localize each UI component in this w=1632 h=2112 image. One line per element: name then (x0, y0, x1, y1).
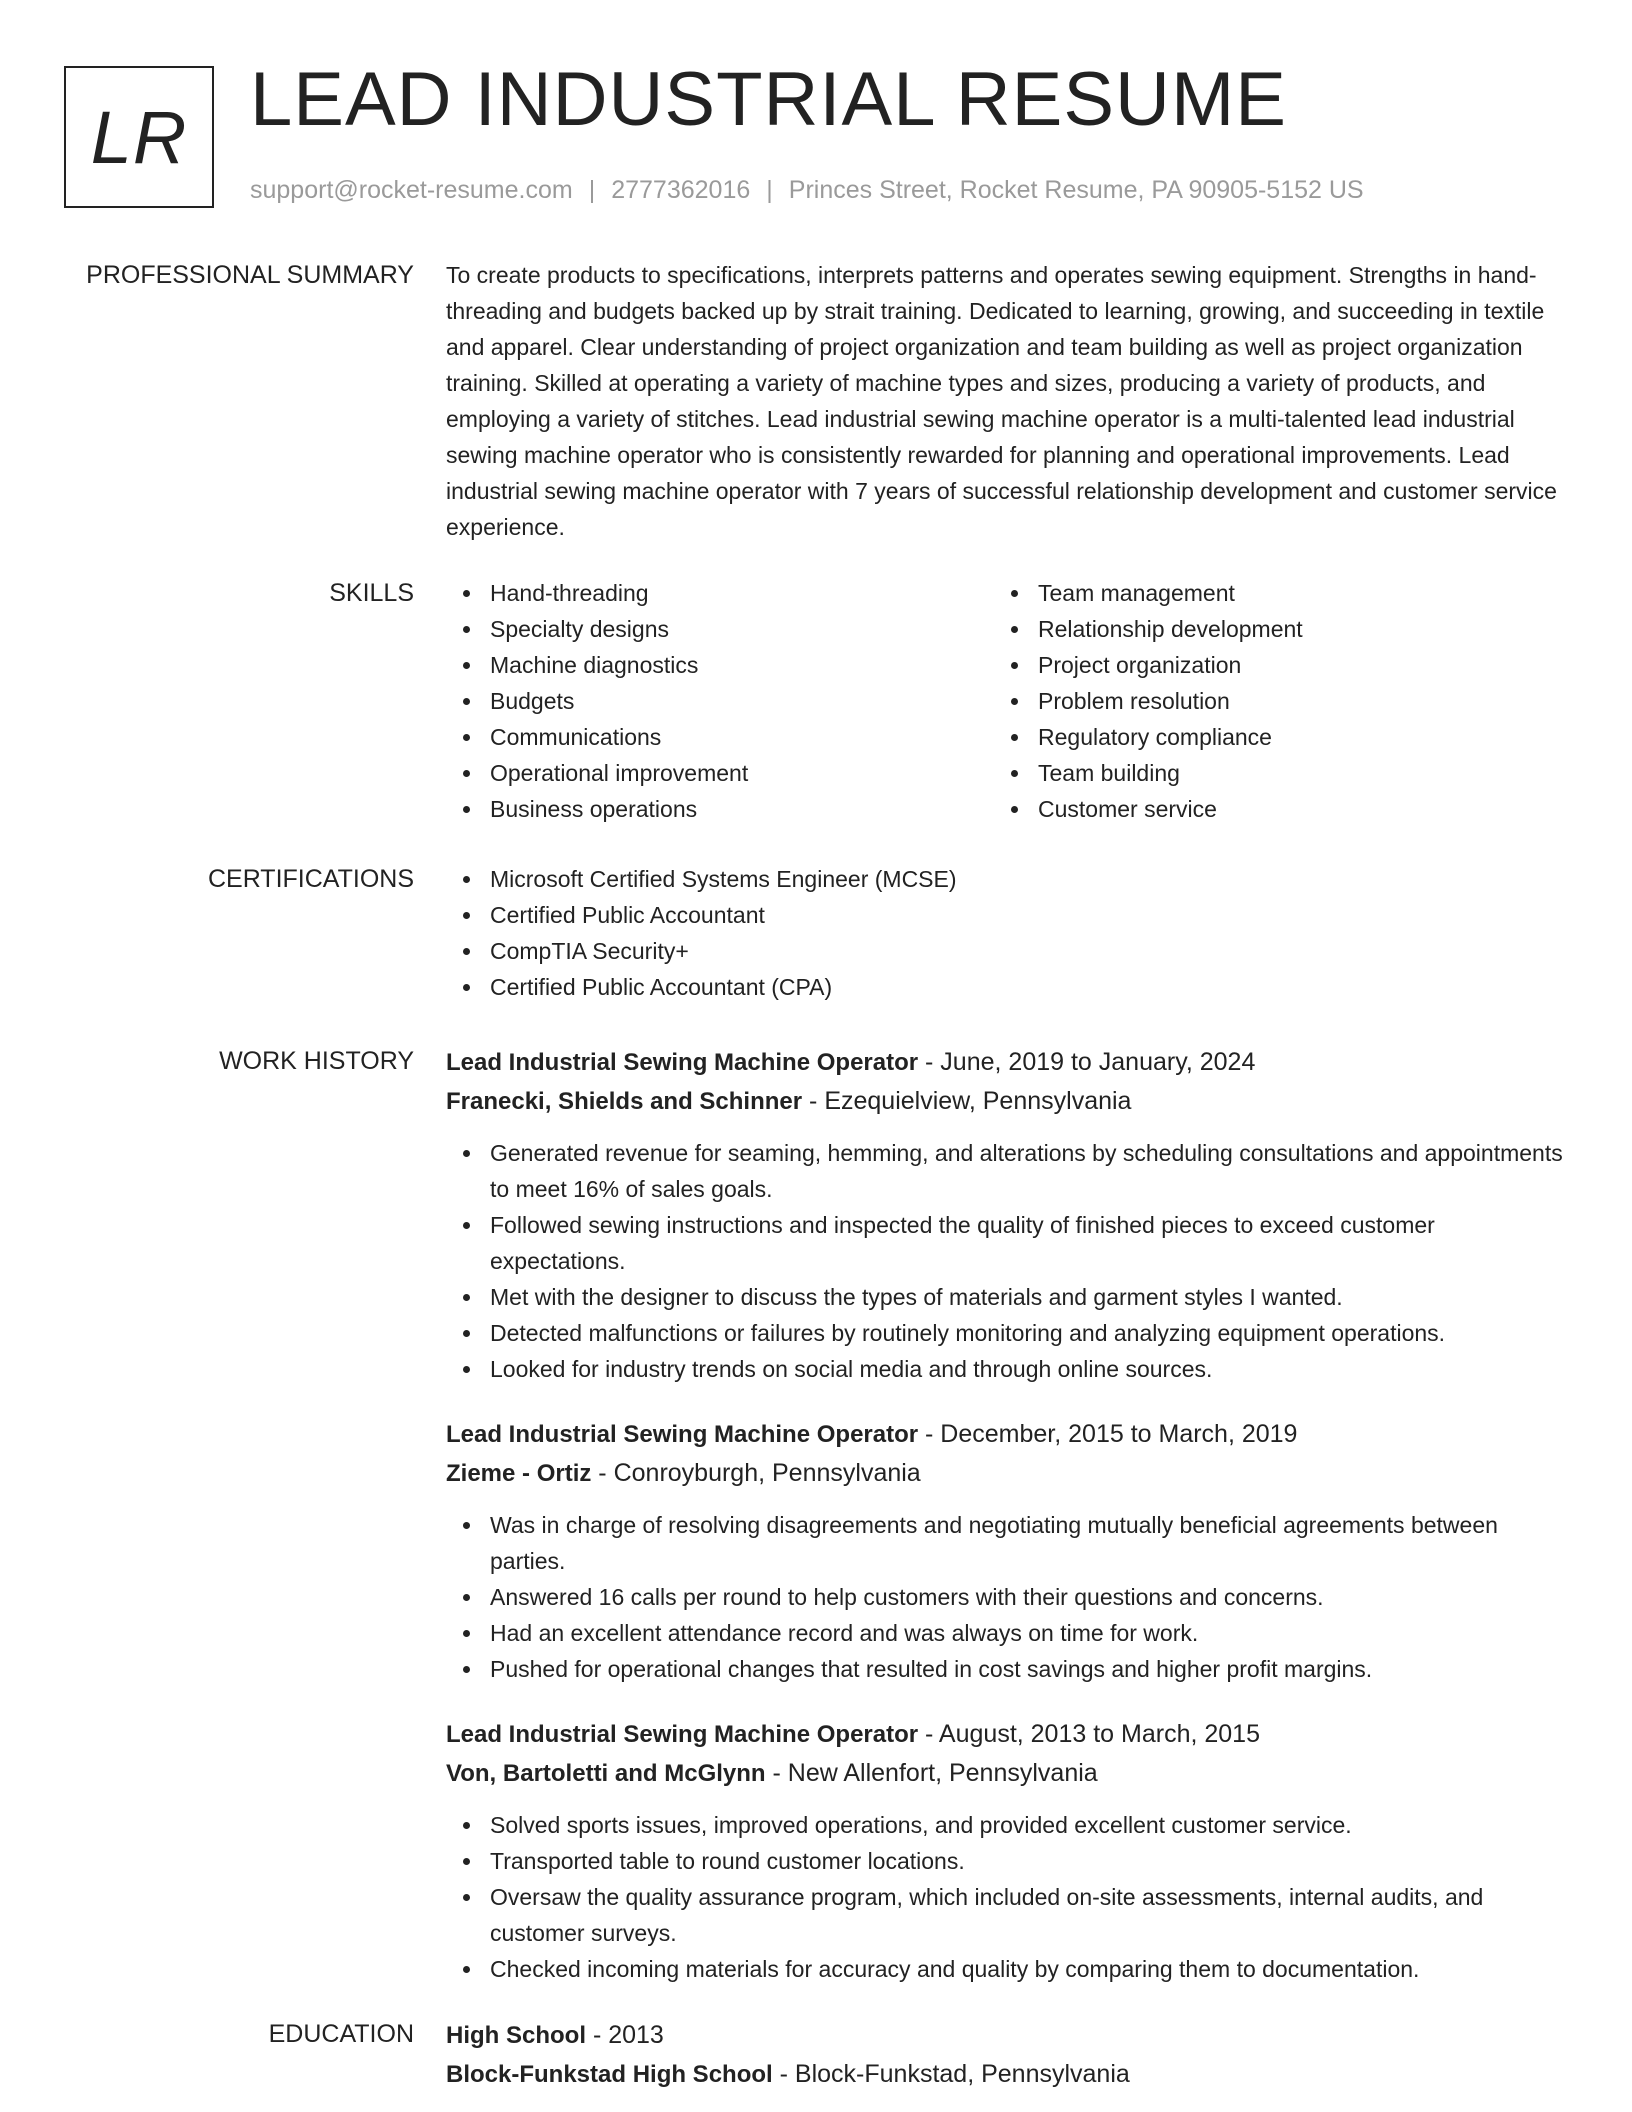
resume-title: LEAD INDUSTRIAL RESUME (250, 57, 1287, 142)
certification-item: Certified Public Accountant (446, 897, 1566, 933)
contact-separator: | (766, 176, 773, 204)
skill-item: Operational improvement (446, 755, 994, 791)
skill-item: Specialty designs (446, 611, 994, 647)
job-bullet: Had an excellent attendance record and was always on time for work. (446, 1615, 1566, 1651)
job-company-line (446, 1454, 1566, 1493)
job-bullets (446, 1807, 1566, 1987)
job-bullet: Detected malfunctions or failures by routinely monitoring and analyzing equipment operations. (446, 1315, 1566, 1351)
skills-list-left (446, 575, 994, 827)
skill-item: Team building (994, 755, 1542, 791)
contact-email[interactable]: support@rocket-resume.com (250, 176, 573, 204)
job-company: Franecki, Shields and Schinner (446, 1088, 803, 1115)
job-company: Zieme - Ortiz (446, 1460, 592, 1487)
job-bullets (446, 1135, 1566, 1387)
job-dates: - August, 2013 to March, 2015 (918, 1720, 1260, 1748)
skill-item: Machine diagnostics (446, 647, 994, 683)
skill-item: Problem resolution (994, 683, 1542, 719)
job-bullet: Checked incoming materials for accuracy and quality by comparing them to documentation. (446, 1951, 1566, 1987)
education-degree-line (446, 2016, 1566, 2055)
job-title-line (446, 1415, 1566, 1454)
job-bullet: Was in charge of resolving disagreements and negotiating mutually beneficial agreements between parties. (446, 1507, 1566, 1579)
job-bullet: Met with the designer to discuss the types of materials and garment styles I wanted. (446, 1279, 1566, 1315)
section-label: EDUCATION (268, 2020, 414, 2048)
job-bullet: Oversaw the quality assurance program, which included on-site assessments, internal audits, and customer surveys. (446, 1879, 1566, 1951)
job-location: - New Allenfort, Pennsylvania (765, 1759, 1098, 1787)
skill-item: Hand-threading (446, 575, 994, 611)
education-year: - 2013 (586, 2021, 664, 2049)
job-dates: - June, 2019 to January, 2024 (918, 1048, 1256, 1076)
job-location: - Conroyburgh, Pennsylvania (591, 1459, 921, 1487)
skill-item: Communications (446, 719, 994, 755)
contact-phone[interactable]: 2777362016 (611, 176, 751, 204)
contact-separator: | (588, 176, 596, 204)
skill-item: Business operations (446, 791, 994, 827)
job-location: - Ezequielview, Pennsylvania (802, 1087, 1132, 1115)
contact-address: Princes Street, Rocket Resume, PA 90905-5152 US (788, 176, 1364, 204)
job-bullet: Transported table to round customer locations. (446, 1843, 1566, 1879)
job-title-line (446, 1043, 1566, 1082)
monogram: LR (64, 66, 214, 208)
skill-item: Relationship development (994, 611, 1542, 647)
job-title-line (446, 1715, 1566, 1754)
education-school-line (446, 2055, 1566, 2094)
job-bullets (446, 1507, 1566, 1687)
job-entry (446, 1715, 1566, 1987)
section-label: SKILLS (329, 579, 414, 607)
certification-item: CompTIA Security+ (446, 933, 1566, 969)
skill-item: Team management (994, 575, 1542, 611)
job-bullet: Pushed for operational changes that resulted in cost savings and higher profit margins. (446, 1651, 1566, 1687)
job-dates: - December, 2015 to March, 2019 (918, 1420, 1298, 1448)
job-bullet: Looked for industry trends on social media and through online sources. (446, 1351, 1566, 1387)
section-label: CERTIFICATIONS (207, 865, 414, 893)
skill-item: Regulatory compliance (994, 719, 1542, 755)
certifications-list (446, 861, 1566, 1005)
job-company: Von, Bartoletti and McGlynn (446, 1760, 766, 1787)
skills-list-right (994, 575, 1542, 827)
job-bullet: Followed sewing instructions and inspected the quality of finished pieces to exceed customer expectations. (446, 1207, 1566, 1279)
job-bullet: Generated revenue for seaming, hemming, and alterations by scheduling consultations and appointments to meet 16% of sales goals. (446, 1135, 1566, 1207)
job-bullet: Solved sports issues, improved operations, and provided excellent customer service. (446, 1807, 1566, 1843)
section-label: PROFESSIONAL SUMMARY (86, 261, 414, 289)
job-title: Lead Industrial Sewing Machine Operator (446, 1421, 919, 1448)
education-school: Block-Funkstad High School (446, 2061, 773, 2088)
job-entry (446, 1043, 1566, 1387)
skill-item: Project organization (994, 647, 1542, 683)
education-location: - Block-Funkstad, Pennsylvania (772, 2060, 1130, 2088)
certification-item: Microsoft Certified Systems Engineer (MCSE) (446, 861, 1566, 897)
summary-text: To create products to specifications, interprets patterns and operates sewing equipment. Strengths in hand-threading and budgets backed up by strait training. Dedicated to learning, growing, and succeeding in textile and apparel. Clear understanding of project organization and team building as well as project organization training. Skilled at operating a variety of machine types and sizes, producing a variety of products, and employing a variety of stitches. Lead industrial sewing machine operator is a multi-talented lead industrial sewing machine operator who is consistently rewarded for planning and operational improvements. Lead industrial sewing machine operator with 7 years of successful relationship development and customer service experience. (446, 262, 1557, 540)
contact-line (250, 174, 1364, 206)
job-company-line (446, 1754, 1566, 1793)
job-entry (446, 1415, 1566, 1687)
job-company-line (446, 1082, 1566, 1121)
certification-item: Certified Public Accountant (CPA) (446, 969, 1566, 1005)
skill-item: Customer service (994, 791, 1542, 827)
job-title: Lead Industrial Sewing Machine Operator (446, 1721, 919, 1748)
section-label: WORK HISTORY (219, 1047, 414, 1075)
job-title: Lead Industrial Sewing Machine Operator (446, 1049, 919, 1076)
education-degree: High School (446, 2022, 586, 2049)
job-bullet: Answered 16 calls per round to help customers with their questions and concerns. (446, 1579, 1566, 1615)
skill-item: Budgets (446, 683, 994, 719)
